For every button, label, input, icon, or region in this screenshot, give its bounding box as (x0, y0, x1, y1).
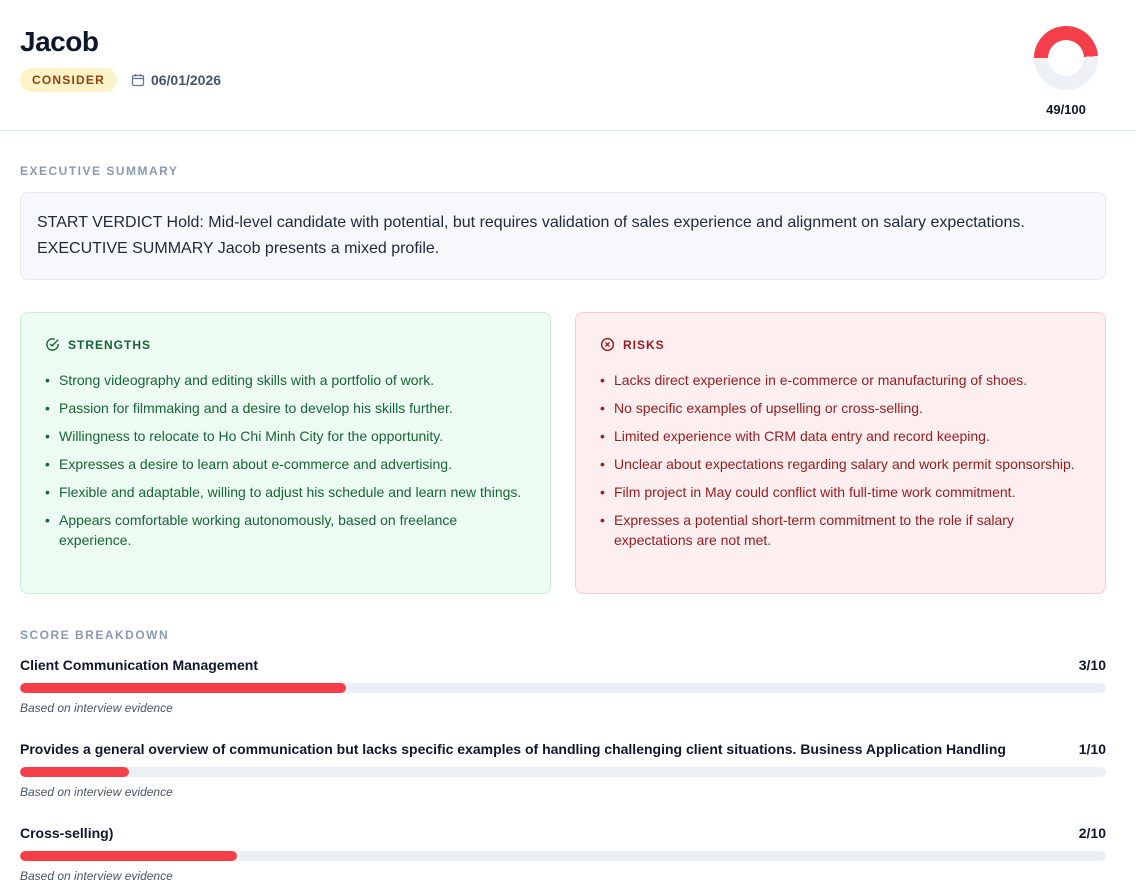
score-bar-fill (20, 767, 129, 777)
strengths-card (20, 312, 551, 594)
score-row (20, 657, 1106, 715)
score-bar-fill (20, 683, 346, 693)
criterion-label: Client Communication Management (20, 657, 259, 673)
strengths-list (45, 370, 526, 550)
criterion-score: 3/10 (1078, 657, 1106, 673)
list-item: • Film project in May could conflict with full-time work commitment. (600, 482, 1081, 502)
score-breakdown (0, 628, 1136, 883)
list-item: • Limited experience with CRM data entry and record keeping. (600, 426, 1081, 446)
criterion-label: Provides a general overview of communication but lacks specific examples of handling challenging client situations. Business Application Handling (20, 741, 1006, 757)
overall-score (1034, 26, 1098, 117)
score-label: 49/100 (1046, 102, 1086, 117)
criterion-label: Cross-selling) (20, 825, 114, 841)
check-circle-icon (45, 337, 60, 352)
strengths-title: STRENGTHS (68, 337, 152, 352)
criterion-score: 2/10 (1078, 825, 1106, 841)
criterion-score: 1/10 (1078, 741, 1106, 757)
list-item: • Strong videography and editing skills with a portfolio of work. (45, 370, 526, 390)
list-item: • Expresses a potential short-term commitment to the role if salary expectations are not met. (600, 510, 1081, 550)
section-title-breakdown: SCORE BREAKDOWN (20, 628, 170, 642)
interview-date (131, 72, 221, 88)
list-item: • Appears comfortable working autonomously, based on freelance experience. (45, 510, 526, 550)
status-badge: CONSIDER (20, 68, 117, 92)
executive-summary: START VERDICT Hold: Mid-level candidate with potential, but requires validation of sales experience and alignment on salary expectations. EXECUTIVE SUMMARY Jacob presents a mixed profile. (20, 192, 1106, 280)
risks-title: RISKS (623, 337, 665, 352)
list-item: • Unclear about expectations regarding salary and work permit sponsorship. (600, 454, 1081, 474)
risks-list (600, 370, 1081, 550)
candidate-header (0, 0, 1136, 131)
evidence-note: Based on interview evidence (20, 785, 173, 799)
score-donut (1034, 26, 1098, 90)
list-item: • Flexible and adaptable, willing to adjust his schedule and learn new things. (45, 482, 526, 502)
calendar-icon (131, 73, 145, 87)
risks-card (575, 312, 1106, 594)
list-item: • Willingness to relocate to Ho Chi Minh City for the opportunity. (45, 426, 526, 446)
list-item: • Expresses a desire to learn about e-commerce and advertising. (45, 454, 526, 474)
score-bar (20, 683, 1106, 693)
candidate-name: Jacob (20, 26, 99, 57)
score-bar (20, 767, 1106, 777)
x-circle-icon (600, 337, 615, 352)
score-row (20, 825, 1106, 883)
evidence-note: Based on interview evidence (20, 869, 173, 883)
evidence-note: Based on interview evidence (20, 701, 173, 715)
section-title-summary: EXECUTIVE SUMMARY (20, 164, 179, 178)
list-item: • No specific examples of upselling or cross-selling. (600, 398, 1081, 418)
date-text: 06/01/2026 (150, 72, 222, 88)
list-item: • Passion for filmmaking and a desire to develop his skills further. (45, 398, 526, 418)
list-item: • Lacks direct experience in e-commerce or manufacturing of shoes. (600, 370, 1081, 390)
score-row (20, 741, 1106, 799)
